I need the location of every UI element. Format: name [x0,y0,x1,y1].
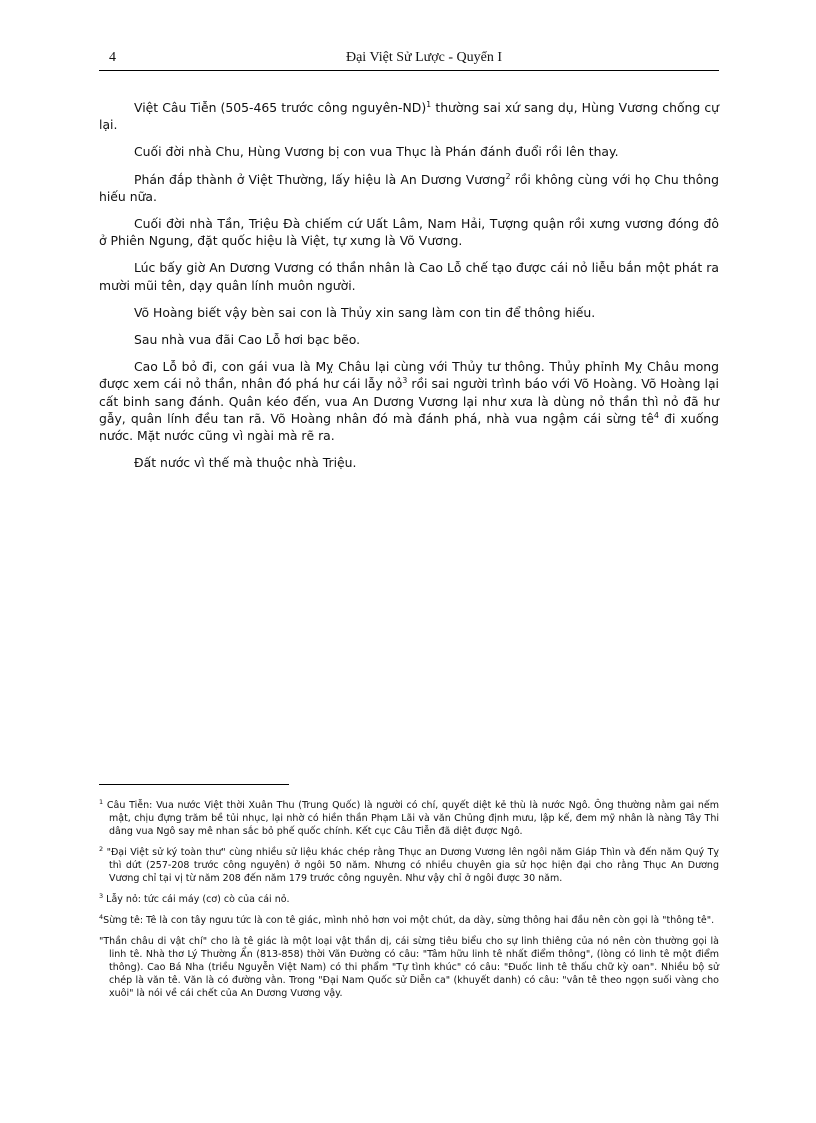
footnote-ref[interactable]: 1 [426,99,432,109]
paragraph: Cuối đời nhà Tần, Triệu Đà chiếm cứ Uất Lâm, Nam Hải, Tượng quận rồi xưng vương đóng đô ở Phiên Ngung, đặt quốc hiệu là Việt, tự xưng là Võ Vương. [99,216,719,249]
footnote-1: $^1$ Câu Tiễn: Vua nước Việt thời Xuân Thu (Trung Quốc) là người có chí, quyết diệt kẻ thù là nước Ngô. Ông thường nằm gai nếm mật, chịu đựng trăm bề tủi nhục, lại nhờ có hiền thần Phạm Lãi và văn Chủng định mưu, lập kế, đem mỹ nhân là nàng Tây Thi dâng vua Ngô say mê nhan sắc bỏ phế quốc chính. Kết cục Câu Tiễn đã diệt được Ngô. [99,797,719,837]
footnote-separator [99,784,289,785]
footnote-3: $^3$ Lẫy nỏ: tức cái máy (cơ) cò của cái nỏ. [99,891,290,905]
page-number: 4 [109,50,116,65]
running-title: Đại Việt Sử Lược - Quyển I [345,50,502,65]
paragraph: Việt Câu Tiễn (505-465 trước công nguyên-ND)$^1$ thường sai xứ sang dụ, Hùng Vương chống cự lại. [99,99,720,133]
footnote-2: $^2$ "Đại Việt sử ký toàn thư" cùng nhiều sử liệu khác chép rằng Thục an Dương Vương lên ngôi năm Giáp Thìn và đến năm Quý Tỵ thì dứt (257-208 trước công nguyên) ở ngôi 50 năm. Nhưng có nhiều chuyên gia sử học hiện đại cho rằng Thục An Dương Vương chỉ tại vị từ năm 208 đến năm 179 trước công nguyên. Như vậy chỉ ở ngôi được 30 năm. [99,844,719,884]
footnote-4: $^4$Sừng tê: Tê là con tây ngưu tức là con tê giác, mình nhỏ hơn voi một chút, da dày, sừng thông hai đầu nên còn gọi là "thông tê". [99,912,715,926]
footnote-ref[interactable]: 2 [505,171,511,181]
paragraph: Cao Lỗ bỏ đi, con gái vua là Mỵ Châu lại cùng với Thủy tư thông. Thủy phỉnh Mỵ Châu mong được xem cái nỏ thần, nhân đó phá hư cái lẫy nỏ$^3$ rồi sai người trình báo với Võ Hoàng. Võ Hoàng lại cất binh sang đánh. Quân kéo đến, vua An Dương Vương lại như xưa là dùng nỏ thần thì nỏ đã hư gẫy, quân lính đều tan rã. Võ Hoàng nhân đó mà đánh phá, nhà vua ngậm cái sừng $tê^4$ đi xuống nước. Mặt nước cũng vì ngài mà rẽ ra. [99,359,720,444]
footnote-ref[interactable]: 4 [653,410,659,420]
page-header [99,50,719,68]
paragraph: Lúc bấy giờ An Dương Vương có thần nhân là Cao Lỗ chế tạo được cái nỏ liễu bắn một phát ra mười mũi tên, dạy quân lính muôn người. [99,260,719,293]
footnotes [99,799,719,1008]
footnote-ref[interactable]: 3 [402,376,408,386]
paragraph: Võ Hoàng biết vậy bèn sai con là Thủy xin sang làm con tin để thông hiếu. [134,304,596,320]
paragraph: Sau nhà vua đãi Cao Lỗ hơi bạc bẽo. [134,332,361,348]
footnote-4-continued: "Thần châu di vật chí" cho là tê giác là một loại vật thần dị, cái sừng tiêu biểu cho sự linh thiêng của nó nên còn thường gọi là linh tê. Nhà thơ Lý Thường Ẩn (813-858) thời Vãn Đường có câu: "Tâm hữu linh tê nhất điểm thông", (lòng có linh tê một điểm thông). Cao Bá Nha (triều Nguyễn Việt Nam) có thi phẩm "Tự tình khúc" có câu: "Đuốc linh tê thấu chữ kỳ oan". Nhiều bộ sử chép là văn tê. Văn là có đường vằn. Trong "Đại Nam Quốc sử Diễn ca" (khuyết danh) có câu: "vân tê theo ngọn suối vàng cho xuôi" là nói về cái chết của An Dương Vương vậy. [99,936,719,999]
paragraph: Cuối đời nhà Chu, Hùng Vương bị con vua Thục là Phán đánh đuổi rồi lên thay. [134,144,619,160]
header-rule [99,70,719,71]
paragraph: Phán đắp thành ở Việt Thường, lấy hiệu là An Dương Vương$^2$ rồi không cùng với họ Chu thông hiếu nữa. [99,171,719,204]
paragraph: Đất nước vì thế mà thuộc nhà Triệu. [134,455,357,471]
main-text [99,99,719,481]
